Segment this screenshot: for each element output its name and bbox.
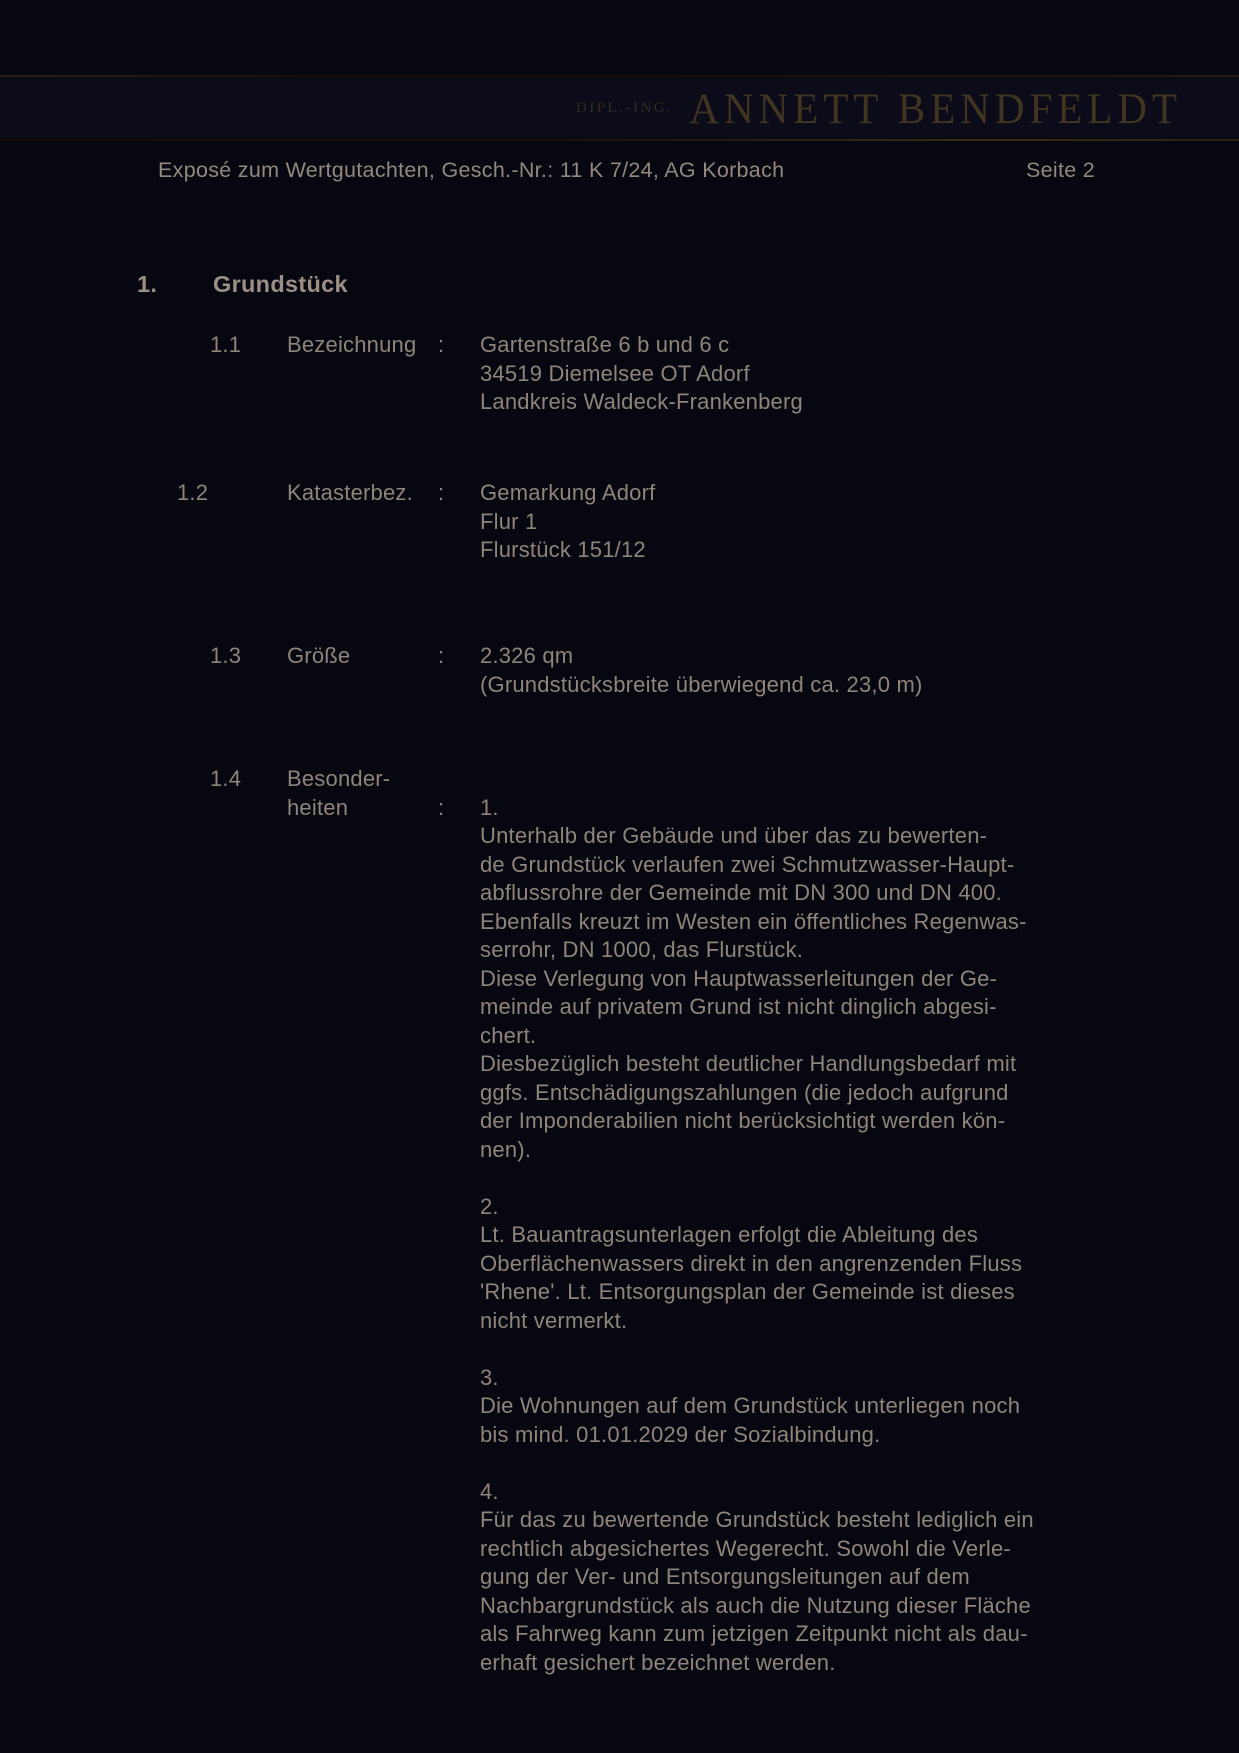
item-value-line: nicht vermerkt. bbox=[480, 1307, 628, 1333]
logo-title-prefix: DIPL.-ING. bbox=[575, 99, 674, 116]
page-number-label: Seite 2 bbox=[1026, 158, 1096, 182]
item-value-paragraph bbox=[480, 794, 1140, 1165]
item-value bbox=[480, 642, 1140, 699]
item-value-line: rechtlich abgesichertes Wegerecht. Sowohl die Verle- bbox=[480, 1535, 1011, 1561]
item-value-line: als Fahrweg kann zum jetzigen Zeitpunkt nicht als dau- bbox=[480, 1621, 1028, 1646]
item-label bbox=[287, 765, 390, 822]
item-value-line: bis mind. 01.01.2029 der Sozialbindung. bbox=[480, 1421, 881, 1447]
item-value-line: erhaft gesichert bezeichnet werden. bbox=[480, 1649, 836, 1675]
item-value-line: 2.326 qm bbox=[480, 643, 574, 668]
item-colon: : bbox=[438, 794, 445, 820]
item-value-line: Diesbezüglich besteht deutlicher Handlungsbedarf mit bbox=[480, 1051, 1017, 1076]
item-value-line: serrohr, DN 1000, das Flurstück. bbox=[480, 937, 804, 962]
item-label-line: Größe bbox=[287, 643, 351, 668]
section-title: Grundstück bbox=[213, 271, 348, 297]
item-value-line: ggfs. Entschädigungszahlungen (die jedoch aufgrund bbox=[480, 1079, 1009, 1105]
item-value-line: 34519 Diemelsee OT Adorf bbox=[480, 360, 750, 386]
item-value-line: Oberflächenwassers direkt in den angrenzenden Fluss bbox=[480, 1250, 1023, 1276]
item-value-paragraph bbox=[480, 642, 1140, 699]
item-label-line: Bezeichnung bbox=[287, 332, 417, 357]
item-value-line: 1. bbox=[480, 794, 499, 820]
item-label-line: heiten bbox=[287, 794, 349, 820]
item-value-line: Flurstück 151/12 bbox=[480, 537, 646, 562]
item-value-line: nen). bbox=[480, 1136, 532, 1162]
item-value-line: Diese Verlegung von Hauptwasserleitungen der Ge- bbox=[480, 965, 998, 991]
item-value-line: Für das zu bewertende Grundstück besteht lediglich ein bbox=[480, 1507, 1034, 1532]
item-value-paragraph bbox=[480, 1364, 1140, 1450]
item-value-line: Unterhalb der Gebäude und über das zu bewerten- bbox=[480, 823, 988, 848]
item-colon: : bbox=[438, 480, 445, 505]
item-value-line: Flur 1 bbox=[480, 508, 538, 534]
item-value-line: Ebenfalls kreuzt im Westen ein öffentliches Regenwas- bbox=[480, 908, 1027, 934]
logo-name: ANNETT BENDFELDT bbox=[689, 83, 1182, 133]
item-number: 1.4 bbox=[210, 766, 242, 791]
item-value-line: Die Wohnungen auf dem Grundstück unterliegen noch bbox=[480, 1393, 1021, 1418]
item-number: 1.1 bbox=[210, 332, 242, 357]
item-value-line: der Imponderabilien nicht berücksichtigt werden kön- bbox=[480, 1108, 1006, 1133]
item-value bbox=[480, 765, 1140, 1677]
item-value-line: Lt. Bauantragsunterlagen erfolgt die Ableitung des bbox=[480, 1222, 979, 1247]
item-value bbox=[480, 479, 1140, 565]
item-value-line: Gartenstraße 6 b und 6 c bbox=[480, 332, 730, 357]
item-number: 1.2 bbox=[177, 480, 209, 505]
item-value-line: 2. bbox=[480, 1193, 499, 1219]
item-label bbox=[287, 331, 416, 360]
item-value-line: Nachbargrundstück als auch die Nutzung dieser Fläche bbox=[480, 1592, 1031, 1618]
item-label-line: Besonder- bbox=[287, 766, 391, 791]
item-value-line: (Grundstücksbreite überwiegend ca. 23,0 m) bbox=[480, 671, 923, 697]
item-value-paragraph bbox=[480, 1193, 1140, 1336]
header-rule-top bbox=[0, 75, 1239, 77]
item-label-line: Katasterbez. bbox=[287, 480, 413, 505]
document-reference-line: Exposé zum Wertgutachten, Gesch.-Nr.: 11 K 7/24, AG Korbach bbox=[158, 158, 785, 182]
item-colon: : bbox=[438, 643, 445, 668]
item-value-line: meinde auf privatem Grund ist nicht dinglich abgesi- bbox=[480, 994, 997, 1019]
item-value-paragraph bbox=[480, 1478, 1140, 1678]
item-value-line: 'Rhene'. Lt. Entsorgungsplan der Gemeinde ist dieses bbox=[480, 1279, 1015, 1304]
item-label bbox=[287, 479, 413, 508]
section-number: 1. bbox=[137, 271, 158, 297]
appraiser-logo bbox=[576, 84, 1182, 132]
item-value-line: Landkreis Waldeck-Frankenberg bbox=[480, 389, 803, 414]
item-label bbox=[287, 642, 350, 671]
item-value-line: chert. bbox=[480, 1022, 537, 1048]
section-heading bbox=[0, 271, 1239, 301]
item-value bbox=[480, 331, 1140, 417]
item-value-line: 3. bbox=[480, 1364, 499, 1390]
item-value-paragraph bbox=[480, 331, 1140, 417]
header-rule-bottom bbox=[0, 139, 1239, 141]
item-value-paragraph bbox=[480, 479, 1140, 565]
item-value-line: de Grundstück verlaufen zwei Schmutzwasser-Haupt- bbox=[480, 851, 1015, 877]
item-value-line: gung der Ver- und Entsorgungsleitungen auf dem bbox=[480, 1564, 970, 1589]
item-colon: : bbox=[438, 332, 445, 357]
item-value-line: Gemarkung Adorf bbox=[480, 480, 656, 505]
item-value-line: abflussrohre der Gemeinde mit DN 300 und DN 400. bbox=[480, 880, 1002, 905]
page-meta-row bbox=[0, 158, 1239, 188]
item-value-line: 4. bbox=[480, 1478, 499, 1504]
item-number: 1.3 bbox=[210, 643, 242, 668]
